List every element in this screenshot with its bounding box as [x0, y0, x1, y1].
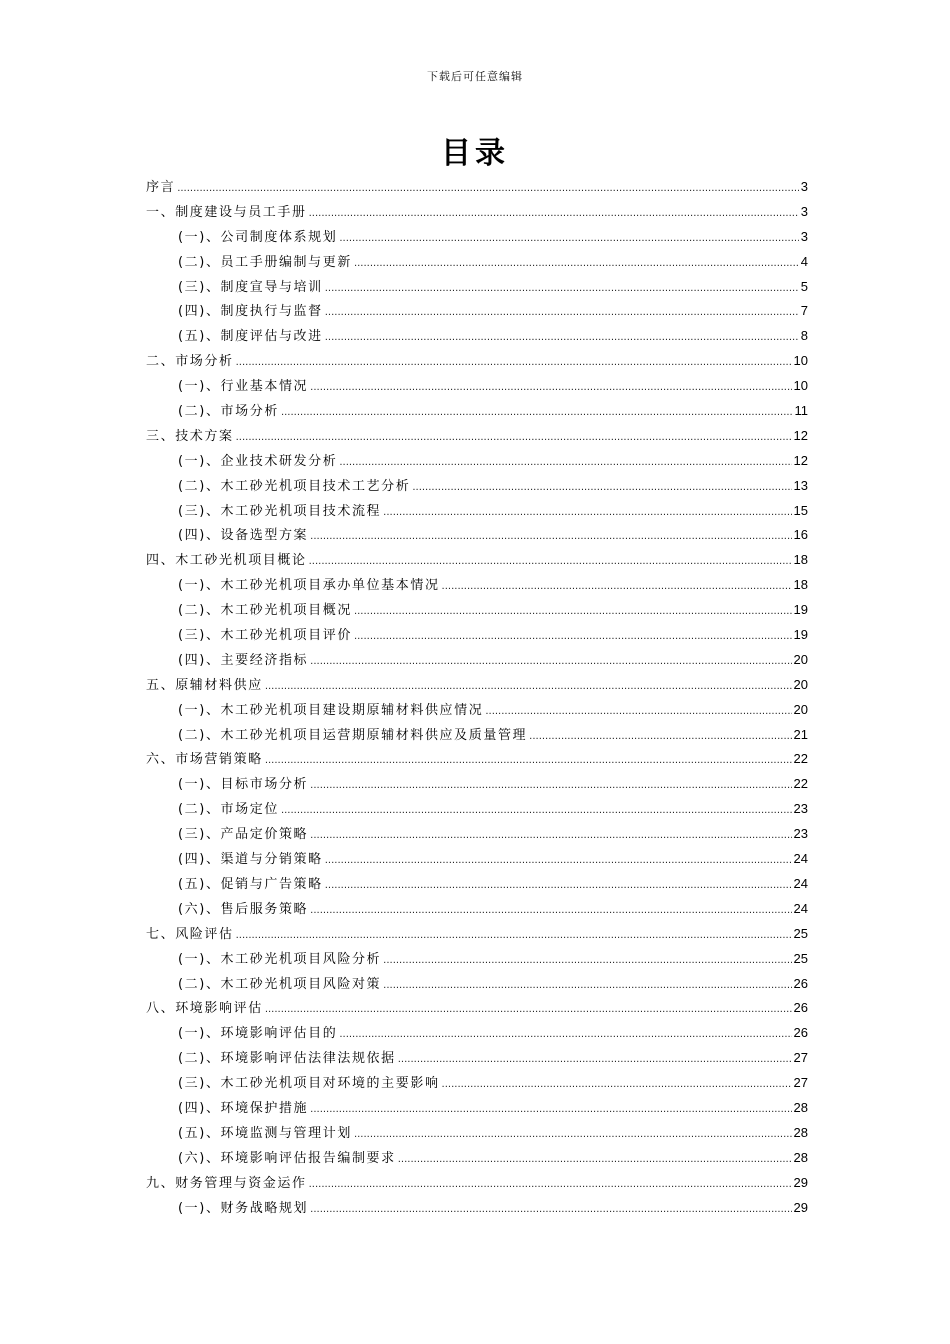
toc-entry[interactable]: [146, 1122, 808, 1147]
toc-dot-leader: [339, 1024, 791, 1046]
toc-entry-label: (四)、设备选型方案: [178, 528, 309, 544]
toc-entry-label: 一、制度建设与员工手册: [146, 204, 307, 220]
toc-entry-page-number: 23: [793, 826, 808, 842]
toc-dot-leader: [325, 327, 799, 349]
toc-entry-page-number: 27: [793, 1075, 808, 1091]
toc-dot-leader: [398, 1049, 792, 1071]
toc-entry-label: (二)、员工手册编制与更新: [178, 254, 352, 270]
toc-entry-label: (一)、木工砂光机项目风险分析: [178, 951, 382, 967]
toc-entry-label: (二)、市场定位: [178, 802, 279, 818]
toc-entry[interactable]: [146, 251, 808, 276]
toc-dot-leader: [177, 178, 799, 200]
page-header-note: 下载后可任意编辑: [427, 70, 523, 83]
toc-entry-page-number: 19: [793, 627, 808, 643]
toc-entry-label: 序言: [146, 180, 176, 195]
toc-dot-leader: [310, 900, 791, 922]
toc-entry[interactable]: [146, 948, 808, 973]
toc-entry-label: (一)、财务战略规划: [178, 1200, 309, 1216]
toc-entry[interactable]: [146, 923, 808, 948]
toc-entry-page-number: 3: [800, 228, 808, 244]
toc-entry[interactable]: [146, 1197, 808, 1222]
toc-entry[interactable]: [146, 997, 808, 1022]
toc-entry[interactable]: [146, 748, 808, 773]
toc-entry-page-number: 12: [793, 427, 808, 443]
toc-entry-page-number: 22: [793, 776, 808, 792]
toc-entry[interactable]: [146, 201, 808, 226]
toc-entry-page-number: 28: [793, 1149, 808, 1165]
toc-entry[interactable]: [146, 350, 808, 375]
toc-entry[interactable]: [146, 1072, 808, 1097]
toc-entry[interactable]: [146, 500, 808, 525]
toc-dot-leader: [485, 701, 791, 723]
toc-entry[interactable]: [146, 873, 808, 898]
toc-dot-leader: [236, 352, 792, 374]
toc-entry-label: (四)、主要经济指标: [178, 652, 309, 668]
toc-dot-leader: [354, 253, 799, 275]
toc-entry[interactable]: [146, 425, 808, 450]
toc-dot-leader: [383, 975, 791, 997]
toc-entry[interactable]: [146, 823, 808, 848]
toc-dot-leader: [354, 626, 792, 648]
toc-dot-leader: [354, 1124, 792, 1146]
toc-entry[interactable]: [146, 1147, 808, 1172]
toc-entry-label: (二)、市场分析: [178, 404, 279, 420]
toc-entry-page-number: 13: [793, 477, 808, 493]
toc-entry[interactable]: [146, 1172, 808, 1197]
toc-entry[interactable]: [146, 1097, 808, 1122]
toc-entry-label: 九、财务管理与资金运作: [146, 1175, 307, 1191]
toc-entry[interactable]: [146, 524, 808, 549]
toc-entry[interactable]: [146, 300, 808, 325]
toc-dot-leader: [310, 526, 791, 548]
toc-dot-leader: [325, 278, 799, 300]
toc-dot-leader: [310, 377, 791, 399]
toc-title: 目录: [441, 136, 509, 171]
toc-entry-label: (一)、行业基本情况: [178, 379, 309, 395]
toc-dot-leader: [398, 1149, 792, 1171]
toc-entry[interactable]: [146, 325, 808, 350]
table-of-contents: [146, 176, 808, 1221]
toc-entry-page-number: 18: [793, 577, 808, 593]
toc-entry-label: (五)、环境监测与管理计划: [178, 1125, 352, 1141]
toc-entry-label: (五)、制度评估与改进: [178, 329, 323, 345]
toc-entry-label: (四)、环境保护措施: [178, 1100, 309, 1116]
toc-entry-page-number: 8: [800, 328, 808, 344]
toc-entry-label: 二、市场分析: [146, 354, 234, 370]
toc-entry-page-number: 11: [794, 403, 808, 419]
toc-entry-page-number: 28: [793, 1099, 808, 1115]
toc-entry[interactable]: [146, 898, 808, 923]
toc-entry-page-number: 29: [793, 1199, 808, 1215]
toc-dot-leader: [442, 576, 792, 598]
toc-dot-leader: [325, 302, 799, 324]
toc-entry-label: (二)、环境影响评估法律法规依据: [178, 1051, 396, 1067]
toc-entry[interactable]: [146, 226, 808, 251]
toc-entry-label: 四、木工砂光机项目概论: [146, 553, 307, 569]
toc-entry-label: (一)、企业技术研发分析: [178, 453, 338, 469]
toc-dot-leader: [236, 925, 792, 947]
toc-entry-page-number: 10: [793, 378, 808, 394]
toc-entry-page-number: 25: [793, 925, 808, 941]
toc-entry-label: (三)、产品定价策略: [178, 827, 309, 843]
toc-entry-label: (三)、木工砂光机项目对环境的主要影响: [178, 1076, 440, 1092]
toc-entry-page-number: 20: [793, 651, 808, 667]
toc-entry[interactable]: [146, 848, 808, 873]
toc-dot-leader: [310, 825, 791, 847]
toc-entry-page-number: 27: [793, 1050, 808, 1066]
toc-entry-label: (二)、木工砂光机项目概况: [178, 603, 352, 619]
toc-entry-page-number: 20: [793, 701, 808, 717]
toc-entry-page-number: 28: [793, 1124, 808, 1140]
toc-entry[interactable]: [146, 1047, 808, 1072]
toc-entry-page-number: 5: [800, 278, 808, 294]
toc-entry[interactable]: [146, 176, 808, 201]
toc-dot-leader: [442, 1074, 792, 1096]
toc-dot-leader: [309, 1174, 792, 1196]
toc-entry-label: (一)、环境影响评估目的: [178, 1026, 338, 1042]
toc-entry-label: (二)、木工砂光机项目风险对策: [178, 976, 382, 992]
toc-dot-leader: [265, 750, 792, 772]
toc-entry-page-number: 4: [800, 253, 808, 269]
toc-entry-page-number: 3: [800, 203, 808, 219]
toc-dot-leader: [354, 601, 792, 623]
toc-entry[interactable]: [146, 674, 808, 699]
toc-entry[interactable]: [146, 798, 808, 823]
toc-entry-page-number: 16: [793, 527, 808, 543]
toc-dot-leader: [281, 800, 792, 822]
toc-entry-page-number: 26: [793, 1000, 808, 1016]
toc-dot-leader: [339, 452, 791, 474]
toc-dot-leader: [383, 502, 791, 524]
toc-dot-leader: [339, 228, 798, 250]
toc-entry[interactable]: [146, 400, 808, 425]
toc-entry-label: 八、环境影响评估: [146, 1001, 263, 1017]
toc-dot-leader: [310, 651, 791, 673]
toc-dot-leader: [310, 1099, 791, 1121]
toc-entry-label: (三)、木工砂光机项目评价: [178, 628, 352, 644]
toc-entry-label: (一)、木工砂光机项目建设期原辅材料供应情况: [178, 702, 484, 718]
toc-entry-page-number: 7: [800, 303, 808, 319]
toc-entry-page-number: 25: [793, 950, 808, 966]
toc-entry-page-number: 21: [793, 726, 808, 742]
toc-dot-leader: [309, 551, 792, 573]
toc-entry-page-number: 24: [793, 875, 808, 891]
toc-entry-label: (五)、促销与广告策略: [178, 876, 323, 892]
toc-entry-label: (四)、制度执行与监督: [178, 304, 323, 320]
toc-entry-label: (三)、制度宣导与培训: [178, 279, 323, 295]
toc-entry[interactable]: [146, 649, 808, 674]
toc-entry-label: 七、风险评估: [146, 926, 234, 942]
toc-dot-leader: [265, 676, 792, 698]
toc-entry-page-number: 18: [793, 552, 808, 568]
toc-entry-label: (二)、木工砂光机项目运营期原辅材料供应及质量管理: [178, 727, 528, 743]
toc-entry[interactable]: [146, 1022, 808, 1047]
toc-entry[interactable]: [146, 375, 808, 400]
toc-entry-page-number: 3: [800, 179, 808, 194]
toc-entry-label: (六)、环境影响评估报告编制要求: [178, 1150, 396, 1166]
toc-entry[interactable]: [146, 973, 808, 998]
toc-entry-label: (一)、公司制度体系规划: [178, 229, 338, 245]
toc-entry-label: 五、原辅材料供应: [146, 677, 263, 693]
toc-entry[interactable]: [146, 773, 808, 798]
toc-entry-label: (一)、目标市场分析: [178, 777, 309, 793]
toc-dot-leader: [383, 950, 791, 972]
toc-entry-page-number: 22: [793, 751, 808, 767]
toc-entry-page-number: 10: [793, 353, 808, 369]
toc-dot-leader: [281, 402, 793, 424]
toc-dot-leader: [310, 775, 791, 797]
toc-entry[interactable]: [146, 450, 808, 475]
toc-dot-leader: [529, 726, 791, 748]
toc-dot-leader: [309, 203, 799, 225]
toc-entry-page-number: 19: [793, 602, 808, 618]
toc-entry[interactable]: [146, 699, 808, 724]
toc-entry[interactable]: [146, 276, 808, 301]
toc-dot-leader: [236, 427, 792, 449]
toc-entry-label: (一)、木工砂光机项目承办单位基本情况: [178, 578, 440, 594]
toc-entry-page-number: 15: [793, 502, 808, 518]
toc-entry-page-number: 20: [793, 676, 808, 692]
toc-entry-label: (六)、售后服务策略: [178, 901, 309, 917]
toc-entry[interactable]: [146, 724, 808, 749]
toc-dot-leader: [265, 999, 792, 1021]
toc-entry-page-number: 26: [793, 975, 808, 991]
toc-entry-label: (二)、木工砂光机项目技术工艺分析: [178, 478, 411, 494]
toc-entry[interactable]: [146, 549, 808, 574]
toc-entry-label: (三)、木工砂光机项目技术流程: [178, 503, 382, 519]
toc-entry[interactable]: [146, 624, 808, 649]
toc-entry-label: (四)、渠道与分销策略: [178, 852, 323, 868]
toc-entry-page-number: 29: [793, 1174, 808, 1190]
toc-entry[interactable]: [146, 599, 808, 624]
toc-entry[interactable]: [146, 574, 808, 599]
toc-entry-page-number: 24: [793, 900, 808, 916]
toc-dot-leader: [325, 875, 792, 897]
toc-entry-label: 六、市场营销策略: [146, 752, 263, 768]
toc-entry-page-number: 12: [793, 452, 808, 468]
toc-entry-page-number: 24: [793, 851, 808, 867]
toc-dot-leader: [412, 477, 791, 499]
toc-entry-label: 三、技术方案: [146, 428, 234, 444]
toc-dot-leader: [310, 1199, 791, 1221]
toc-entry-page-number: 23: [793, 801, 808, 817]
toc-entry[interactable]: [146, 475, 808, 500]
toc-entry-page-number: 26: [793, 1025, 808, 1041]
toc-dot-leader: [325, 850, 792, 872]
